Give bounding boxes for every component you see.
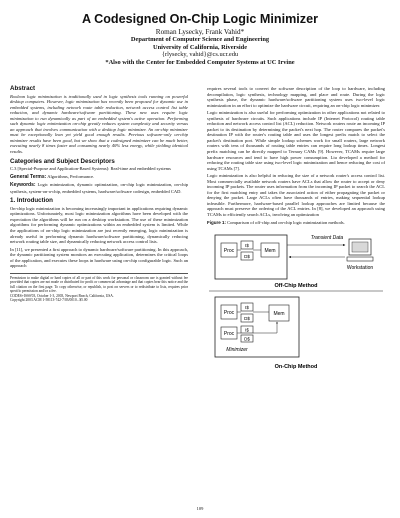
workstation-label: Workstation (346, 265, 374, 272)
copyright-line: Copyright 2003 ACM 1-58113-742-7/03/0010...$5.00 (10, 298, 88, 303)
workstation-icon (347, 239, 373, 261)
abstract-heading: Abstract (10, 85, 36, 92)
department: Department of Computer Science and Engineering (130, 36, 270, 44)
page-number: 109 (196, 506, 204, 511)
abstract-text: Boolean logic minimization is traditionally used in logic synthesis tools running on powerful desktop computers. However, logic minimization has recently been proposed for dynamic use in embedded systems, including network route table reduction, network access control list table reduction, and dynamic hardware/software partitioning. These new uses require logic minimization to run dynamically as part of an embedded system's active operation. Performing such dynamic logic minimization on-chip greatly reduces system complexity and security versus an approach that involves communication with a desktop logic minimizer. An on-chip minimizer must be exceptionally lean yet yield good enough results. Previous software-only on-chip minimizer results have been good, but we show that a codesigned minimizer can be much better, executing nearly 8 times faster and consuming nearly 40% less energy, while yielding identical results. (10, 93, 188, 155)
author-block (0, 29, 400, 66)
permission-notice: Permission to make digital or hard copies of all or part of this work for personal or classroom use is granted without fee provided that copies are not made or distributed for profit or commercial advantage and that copies bear this notice and the full citation on the first page. To copy otherwise, or republish, to post on servers or to redistribute to lists, requires prior specific permission and/or a fee. (10, 275, 188, 294)
dcache-label-onchip: D$ (244, 316, 250, 322)
figure-1-diagram (207, 227, 385, 375)
general-terms-text: Algorithms, Performance. (47, 173, 95, 179)
transient-data-label: Transient Data (310, 235, 344, 242)
right-paragraph-1: requires several tools to convert the software description of the loop to hardware, including decompilation, logic synthesis, technology mapping, and place and route. During the logic synthesis phase, the dynamic hardware/software partitioning system uses two-level logic minimization in an effort to optimize the hardware circuit, requiring an on-chip logic minimizer. (207, 86, 385, 108)
minimizer-label: Minimizer (226, 347, 248, 354)
copyright-footnote (10, 273, 188, 303)
minimizer-icache-label: I$ (245, 327, 249, 333)
keywords (10, 182, 188, 194)
intro-paragraph-1: On-chip logic minimization is becoming increasingly important in applications requiring dynamic optimizations. Unfortunately, most logic minimization algorithms have been developed with the expectation the algorithms will be run on a desktop workstation. The use of these minimization algorithms for performing dynamic optimizations within an embedded system is limited. While the applications of on-chip logic minimization are just recently emerging, logic minimization is already useful in performing dynamic hardware/software partitioning, dynamically reducing network routing table size, and dynamically reducing network access control lists. (10, 205, 188, 245)
right-paragraph-3: Logic minimization is also helpful in reducing the size of a network router's access control list. Most commercially available network routers have ACLs that allow the router to accept or deny incoming IP packets. The router uses information from the incoming IP packet to search the ACL for the first matching entry and takes the associated action of either propagating the packet or denying the packet. Large ACLs often have thousands of entries, making sequential lookup infeasible. Furthermore, hardware-based parallel lookup approaches are limited because the approach must preserve the ordering of the ACL entries. In [8], we developed an approach using TCAMs to efficiently search ACLs, involving an optimization (207, 173, 385, 218)
intro-paragraph-2: In [11], we presented a first approach to dynamic hardware/software partitioning. In this approach, the dynamic partitioning system monitors an executing application, determines the critical loops of the application, and executes these loops in hardware using on-chip configurable logic. Such an approach (10, 246, 188, 269)
right-paragraph-2: Logic minimization is also useful for performing optimization in other applications not related to synthesis of hardware circuits. Such applications include IP (Internet Protocol) routing table reduction and network access control list (ACL) reduction. Network routers route an incoming IP packet to its destination by determining the packet's next hop. The router compares the packet's destination IP with the router's routing table and uses the longest prefix match to select the packet's destination port. While simple lookup schemes work for small routers, large network routers with tens of thousands of routing table entries can require long lookup times. Longest prefix matching can be directly mapped to Ternary CAMs [9]. However, TCAMs require large hardware resources and tend to have high power consumption. Liu developed a method for reducing the routing table size using two-level logic minimization and hence reducing the cost of using TCAMs [7]. (207, 110, 385, 171)
right-column (207, 86, 385, 375)
dcache-label: D$ (244, 254, 250, 260)
mem-label-onchip: Mem (273, 311, 285, 318)
keywords-text: Logic minimization, dynamic optimization, on-chip logic minimization, on-chip synthesis, system-on-a-chip, embedded systems, hardware/software codesign, embedded CAD. (10, 182, 188, 194)
left-column (10, 86, 188, 303)
categories-text: C.3 [Special-Purpose and Application-Based Systems]: Real-time and embedded systems (10, 166, 171, 172)
mem-label: Mem (264, 248, 276, 255)
icache-label-onchip: I$ (245, 305, 249, 311)
paper-title: A Codesigned On-Chip Logic Minimizer (81, 12, 319, 26)
intro-heading: 1. Introduction (10, 197, 53, 205)
university: University of California, Riverside (152, 43, 248, 51)
author-emails: {rlysecky, vahid}@cs.ucr.edu (161, 51, 239, 59)
icache-label: I$ (245, 243, 249, 249)
figure-label: Figure 1: (207, 219, 227, 225)
proc-label-onchip: Proc (223, 310, 235, 317)
off-chip-section (209, 235, 383, 291)
author-names: Roman Lysecky, Frank Vahid* (155, 28, 245, 36)
conference-info: CODES+ISSS'03, October 1-3, 2003, Newport Beach, California, USA. (10, 293, 114, 298)
on-chip-section (215, 297, 317, 370)
figure-caption-text: Comparison of off-chip and on-chip logic minimization methods. (227, 219, 345, 225)
off-chip-method-label: Off-Chip Method (274, 283, 318, 290)
minimizer-proc-label: Proc (223, 331, 235, 338)
on-chip-method-label: On-Chip Method (274, 364, 318, 371)
figure-caption (207, 220, 385, 226)
general-terms (10, 174, 188, 181)
general-terms-heading: General Terms: (10, 173, 47, 180)
categories-heading: Categories and Subject Descriptors (10, 157, 115, 165)
proc-label: Proc (223, 248, 235, 255)
minimizer-dcache-label: D$ (244, 336, 250, 342)
affiliation-note: *Also with the Center for Embedded Computer Systems at UC Irvine (105, 58, 295, 66)
keywords-heading: Keywords: (10, 182, 36, 189)
